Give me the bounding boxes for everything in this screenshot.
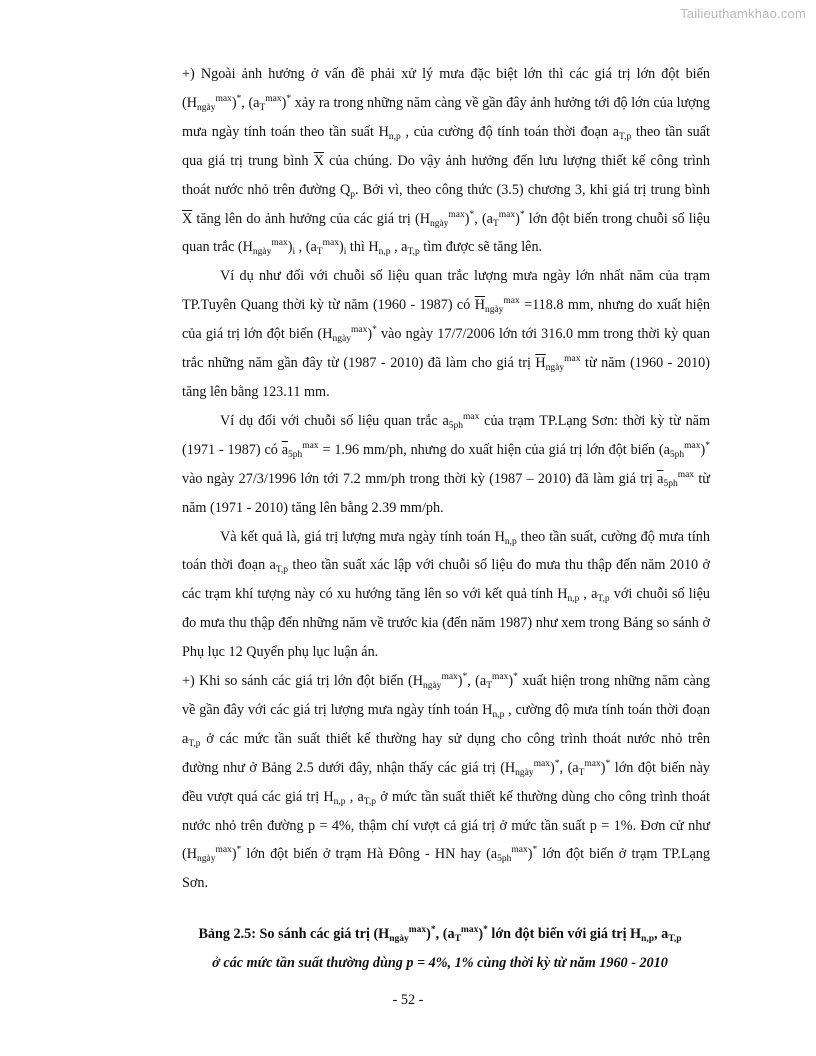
paragraph-3: Ví dụ đối với chuỗi số liệu quan trắc $a_{5ph}^{max}$ của trạm TP.Lạng Sơn: thời kỳ từ năm (1971 - 1987) có $\overline{a}_{5ph}^{max} = 1.96$ mm/ph, nhưng do xuất hiện của giá trị lớn đột biến $(a_{5ph}^{max})^*$ vào ngày 27/3/1996 lớn tới 7.2 mm/ph trong thời kỳ (1987 – 2010) đã làm giá trị $\overline{a}_{5ph}^{max}$ từ năm (1971 - 2010) tăng lên bằng 2.39 mm/ph. <box>182 411 711 516</box>
caption-line-2: ở các mức tần suất thường dùng p = 4%, 1% cùng thời kỳ từ năm 1960 - 2010 <box>212 954 668 971</box>
paragraph-4: Và kết quả là, giá trị lượng mưa ngày tính toán $H_{n,p}$ theo tần suất, cường độ mưa tính toán thời đoạn $a_{T,p}$ theo tần suất xác lập với chuỗi số liệu đo mưa thu thập đến năm 2010 ở các trạm khí tượng này có xu hướng tăng lên so với kết quả tính $H_{n,p}$ , $a_{T,p}$ với chuỗi số liệu đo mưa thu thập đến những năm về trước kia (đến năm 1987) như xem trong Bảng so sánh ở Phụ lục 12 Quyển phụ lục luận án. <box>182 528 710 661</box>
paragraph-2: Ví dụ như đối với chuỗi số liệu quan trắc lượng mưa ngày lớn nhất năm của trạm TP.Tuyên Quang thời kỳ từ năm (1960 - 1987) có $\overline{H}_{ngày}^{max} =118.8$ mm, nhưng do xuất hiện của giá trị lớn đột biến $(H_{ngày}^{max})^*$ vào ngày 17/7/2006 lớn tới 316.0 mm trong thời kỳ quan trắc những năm gần đây từ (1987 - 2010) đã làm cho giá trị $\overline{H}_{ngày}^{max}$ từ năm (1960 - 2010) tăng lên bằng 123.11 mm. <box>182 268 711 400</box>
page-number: - 52 - <box>392 992 424 1008</box>
table-caption <box>150 920 730 978</box>
caption-line-1: Bảng 2.5: So sánh các giá trị $(H_{ngày}^{max})^*$, $(a_T^{max})^*$ lớn đột biến với giá trị $H_{n,p}$, $a_{T,p}$ <box>198 925 682 944</box>
watermark: Tailieuthamkhao.com <box>680 6 806 21</box>
paragraph-1: +) Ngoài ảnh hưởng ở vấn đề phải xử lý mưa đặc biệt lớn thì các giá trị lớn đột biến $(H_{ngày}^{max})^*$, $(a_T^{max})^*$ xảy ra trong những năm càng về gần đây ảnh hưởng tới độ lớn của lượng mưa ngày tính toán theo tần suất $H_{n,p}$ , của cường độ tính toán thời đoạn $a_{T,p}$ theo tần suất qua giá trị trung bình $\overline{X}$ của chúng. Do vậy ảnh hưởng đến lưu lượng thiết kế công trình thoát nước nhỏ trên đường $Q_p$. Bởi vì, theo công thức (3.5) chương 3, khi giá trị trung bình $\overline{X}$ tăng lên do ảnh hưởng của các giá trị $(H_{ngày}^{max})^*$, $(a_T^{max})^*$ lớn đột biến trong chuỗi số liệu quan trắc $(H_{ngày}^{max})_i$ , $(a_T^{max})_i$ thì $H_{n,p}$ , $a_{T,p}$ tìm được sẽ tăng lên. <box>182 66 710 258</box>
paragraph-5: +) Khi so sánh các giá trị lớn đột biến $(H_{ngày}^{max})^*$, $(a_T^{max})^*$ xuất hiện trong những năm càng về gần đây với các giá trị lượng mưa ngày tính toán $H_{n,p}$ , cường độ mưa tính toán thời đoạn $a_{T,p}$ ở các mức tần suất thiết kế thường hay sử dụng cho công trình thoát nước nhỏ trên đường như ở Bảng 2.5 dưới đây, nhận thấy các giá trị $(H_{ngày}^{max})^*$, $(a_T^{max})^*$ lớn đột biến này đều vượt quá các giá trị $H_{n,p}$ , $a_{T,p}$ ở mức tần suất thiết kế thường dùng cho công trình thoát nước nhỏ trên đường p = 4%, thậm chí vượt cả giá trị ở mức tần suất p = 1%. Đơn cử như $(H_{ngày}^{max})^*$ lớn đột biến ở trạm Hà Đông - HN hay $(a_{5ph}^{max})^*$ lớn đột biến ở trạm TP.Lạng Sơn. <box>182 672 710 892</box>
document-body <box>182 60 710 898</box>
